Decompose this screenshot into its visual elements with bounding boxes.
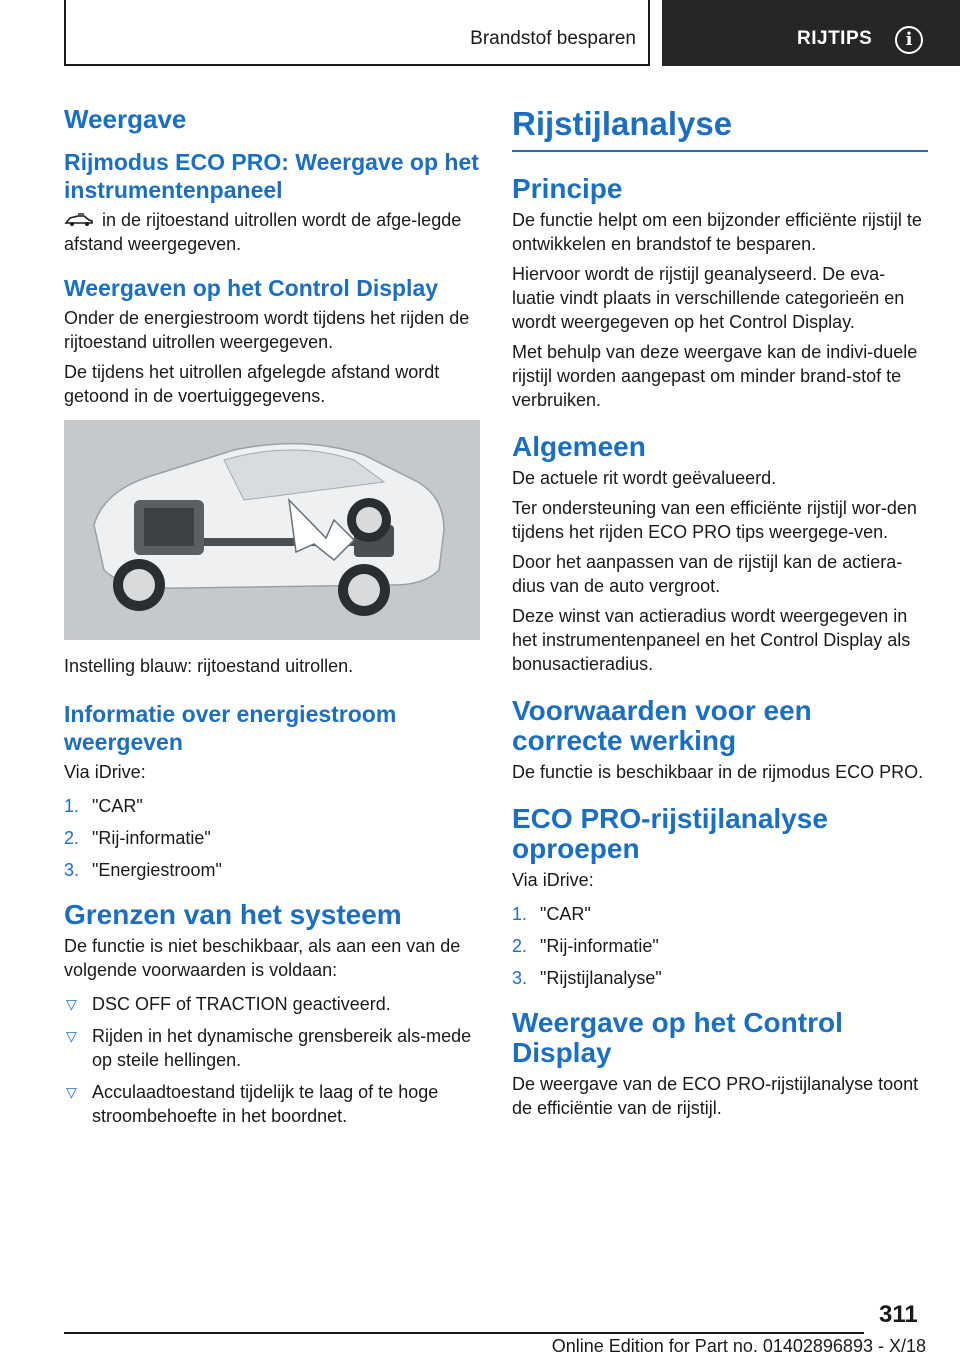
- paragraph-principe-2: Hiervoor wordt de rijstijl geanalyseerd. De eva-luatie vindt plaats in verschillende categorieën en wordt weergegeven op het Control Display.: [512, 264, 905, 332]
- page-number: 311: [879, 1301, 918, 1328]
- heading-rijstijlanalyse: Rijstijlanalyse: [512, 104, 928, 152]
- paragraph-grenzen: De functie is niet beschikbaar, als aan een van de volgende voorwaarden is voldaan:: [64, 936, 461, 980]
- heading-algemeen: Algemeen: [512, 431, 646, 462]
- list-item: [512, 934, 928, 958]
- paragraph-algemeen-3: Door het aanpassen van de rijstijl kan de actiera-dius van de auto vergroot.: [512, 552, 903, 596]
- via-idrive-1: Via iDrive:: [64, 762, 146, 782]
- heading-weergave-cd: Weergave op het Control Display: [512, 1007, 843, 1068]
- list-item: [64, 1024, 480, 1072]
- list-item: [512, 902, 928, 926]
- step-number: 1.: [64, 796, 80, 816]
- step-text: "Rij-informatie": [92, 828, 211, 848]
- step-number: 3.: [512, 968, 528, 988]
- paragraph-algemeen-4: Deze winst van actieradius wordt weergegeven in het instrumentenpaneel en het Control Display als bonusactieradius.: [512, 606, 911, 674]
- list-item: [64, 1080, 480, 1128]
- left-column: [64, 104, 480, 1136]
- heading-control-display: Weergaven op het Control Display: [64, 275, 439, 301]
- paragraph-principe-3: Met behulp van deze weergave kan de indivi-duele rijstijl worden aangepast om minder brand-stof te verbruiken.: [512, 342, 918, 410]
- list-item: [64, 992, 480, 1016]
- step-number: 1.: [512, 904, 528, 924]
- conditions-list: [64, 992, 480, 1128]
- condition-text: DSC OFF of TRACTION geactiveerd.: [92, 994, 391, 1014]
- heading-principe: Principe: [512, 173, 623, 204]
- paragraph-algemeen-1: De actuele rit wordt geëvalueerd.: [512, 468, 777, 488]
- condition-text: Acculaadtoestand tijdelijk te laag of te hoge stroombehoefte in het boordnet.: [92, 1082, 439, 1126]
- paragraph-cd-1: Onder de energiestroom wordt tijdens het rijden de rijtoestand uitrollen weergegeven.: [64, 308, 470, 352]
- footer-divider: [64, 1332, 864, 1334]
- heading-informatie: Informatie over energiestroom weergeven: [64, 701, 397, 755]
- step-text: "Rijstijlanalyse": [540, 968, 662, 988]
- heading-rijmodus: Rijmodus ECO PRO: Weergave op het instrumentenpaneel: [64, 149, 479, 203]
- heading-grenzen: Grenzen van het systeem: [64, 899, 402, 930]
- paragraph-voorwaarden: De functie is beschikbaar in de rijmodus ECO PRO.: [512, 762, 924, 782]
- step-number: 2.: [64, 828, 80, 848]
- step-text: "Energiestroom": [92, 860, 222, 880]
- list-item: [512, 966, 928, 990]
- coasting-car-icon: [64, 213, 94, 227]
- paragraph-weergave-cd: De weergave van de ECO PRO-rijstijlanalyse toont de efficiëntie van de rijstijl.: [512, 1074, 919, 1118]
- rijmodus-text: in de rijtoestand uitrollen wordt de afge-legde afstand weergegeven.: [64, 210, 462, 254]
- info-icon[interactable]: i: [895, 26, 923, 54]
- step-text: "CAR": [92, 796, 143, 816]
- idrive-steps-2: [512, 902, 928, 990]
- step-text: "Rij-informatie": [540, 936, 659, 956]
- paragraph-rijmodus: [64, 208, 480, 256]
- idrive-steps-1: [64, 794, 480, 882]
- paragraph-cd-2: De tijdens het uitrollen afgelegde afstand wordt getoond in de voertuiggegevens.: [64, 362, 440, 406]
- vehicle-energy-flow-image: [64, 420, 480, 640]
- header-section-title: Brandstof besparen: [470, 28, 636, 49]
- header-chapter-title[interactable]: RIJTIPS: [797, 28, 873, 49]
- image-caption: Instelling blauw: rijtoestand uitrollen.: [64, 656, 354, 676]
- list-item: [64, 826, 480, 850]
- list-item: [64, 858, 480, 882]
- triangle-bullet-icon: ▽: [66, 1084, 77, 1100]
- heading-oproepen: ECO PRO-rijstijlanalyse oproepen: [512, 803, 828, 864]
- triangle-bullet-icon: ▽: [66, 1028, 77, 1044]
- heading-weergave: Weergave: [64, 104, 187, 134]
- step-number: 2.: [512, 936, 528, 956]
- right-column: [512, 104, 928, 1126]
- heading-voorwaarden: Voorwaarden voor een correcte werking: [512, 695, 812, 756]
- via-idrive-2: Via iDrive:: [512, 870, 594, 890]
- triangle-bullet-icon: ▽: [66, 996, 77, 1012]
- condition-text: Rijden in het dynamische grensbereik als-mede op steile hellingen.: [92, 1026, 472, 1070]
- step-text: "CAR": [540, 904, 591, 924]
- car-illustration: [64, 420, 480, 640]
- paragraph-algemeen-2: Ter ondersteuning van een efficiënte rijstijl wor-den tijdens het rijden ECO PRO tips weergege-ven.: [512, 498, 917, 542]
- step-number: 3.: [64, 860, 80, 880]
- paragraph-principe-1: De functie helpt om een bijzonder efficiënte rijstijl te ontwikkelen en brandstof te besparen.: [512, 210, 922, 254]
- list-item: [64, 794, 480, 818]
- footer-edition: Online Edition for Part no. 01402896893 - X/18: [551, 1336, 926, 1356]
